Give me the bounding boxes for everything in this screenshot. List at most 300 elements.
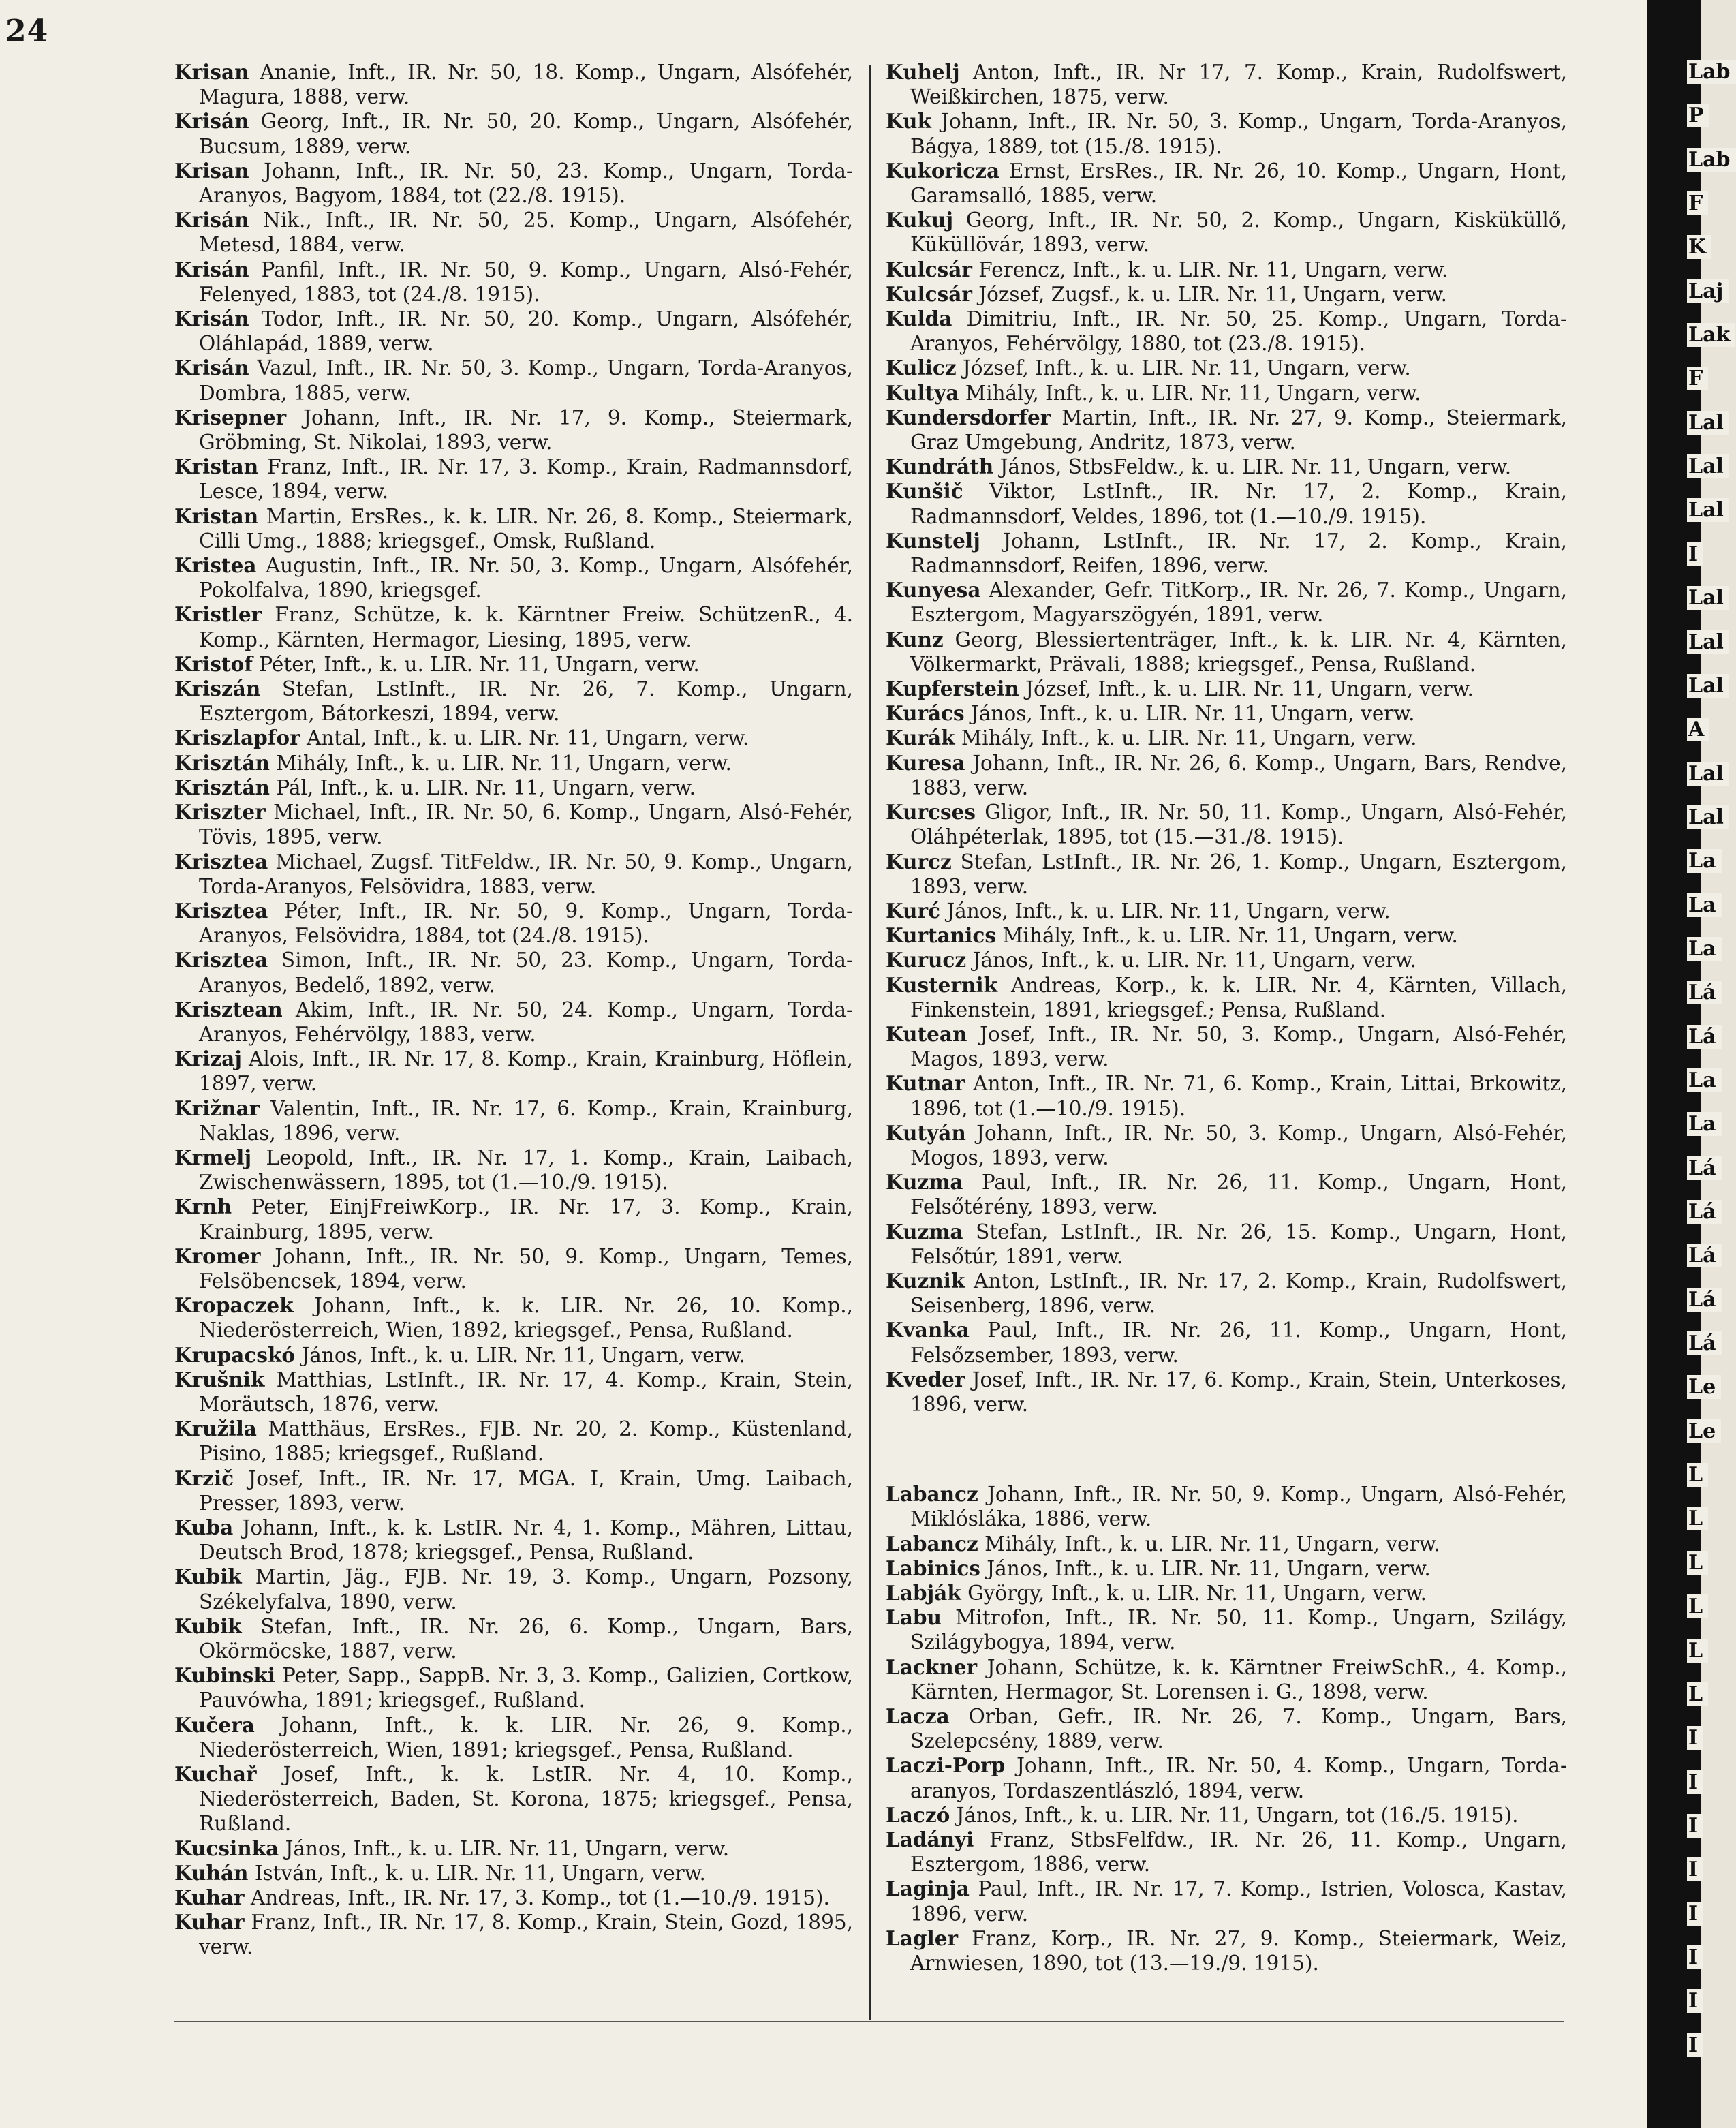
entry-details: Matthäus, ErsRes., FJB. Nr. 20, 2. Komp., Küstenland, Pisino, 1885; kriegsgef., Rußland. xyxy=(199,1417,853,1466)
entry-surname: Krisztea xyxy=(174,948,268,972)
adjacent-page-fragment: L xyxy=(1687,1463,1708,1487)
adjacent-page-fragment: Lá xyxy=(1687,1156,1722,1180)
entry-surname: Kristan xyxy=(174,504,259,528)
entry-details: Alois, Inft., IR. Nr. 17, 8. Komp., Krain, Krainburg, Höflein, 1897, verw. xyxy=(199,1047,853,1096)
bottom-rule xyxy=(174,2021,1564,2022)
entry-details: Peter, EinjFreiwKorp., IR. Nr. 17, 3. Komp., Krain, Krainburg, 1895, verw. xyxy=(199,1195,853,1244)
entry-surname: Labancz xyxy=(886,1482,978,1507)
entry-details: Franz, StbsFelfdw., IR. Nr. 26, 11. Komp., Ungarn, Esztergom, 1886, verw. xyxy=(910,1828,1567,1877)
entry xyxy=(886,1482,1567,1531)
entry-details: Johann, Inft., IR. Nr. 17, 9. Komp., Steiermark, Gröbming, St. Nikolai, 1893, verw. xyxy=(199,405,853,454)
entry-surname: Kurák xyxy=(886,726,955,750)
entry-surname: Krisán xyxy=(174,307,249,331)
entry-details: Johann, Inft., IR. Nr. 50, 3. Komp., Ungarn, Torda-Aranyos, Bágya, 1889, tot (15./8. 1915). xyxy=(910,110,1567,158)
entry xyxy=(886,454,1567,479)
adjacent-page-fragment: Lak xyxy=(1687,323,1735,347)
adjacent-page-fragment: Lá xyxy=(1687,1288,1722,1312)
entry-surname: Krnh xyxy=(174,1194,232,1219)
adjacent-page-fragment: F xyxy=(1687,191,1708,215)
entry xyxy=(886,701,1567,726)
entry-details: Anton, Inft., IR. Nr 17, 7. Komp., Krain, Rudolfswert, Weißkirchen, 1875, verw. xyxy=(910,61,1567,109)
entry-details: Michael, Inft., IR. Nr. 50, 6. Komp., Ungarn, Alsó-Fehér, Tövis, 1895, verw. xyxy=(199,801,853,849)
entry xyxy=(886,1877,1567,1926)
entry-details: János, Inft., k. u. LIR. Nr. 11, Ungarn, verw. xyxy=(940,899,1391,923)
entry-surname: Kubik xyxy=(174,1614,242,1638)
entry-surname: Kurács xyxy=(886,701,965,726)
entry-surname: Labják xyxy=(886,1580,961,1605)
entry xyxy=(886,1605,1567,1654)
entry-surname: Krisán xyxy=(174,208,249,232)
entry-details: Johann, LstInft., IR. Nr. 17, 2. Komp., Krain, Radmannsdorf, Reifen, 1896, verw. xyxy=(910,529,1567,578)
entry xyxy=(174,1293,853,1342)
entry-surname: Kristler xyxy=(174,602,262,627)
entry-surname: Krisán xyxy=(174,356,249,380)
entry-surname: Krmelj xyxy=(174,1145,252,1169)
entry-details: Antal, Inft., k. u. LIR. Nr. 11, Ungarn, verw. xyxy=(300,726,749,750)
entry-surname: Kusternik xyxy=(886,972,998,997)
entry-details: Josef, Inft., k. k. LstIR. Nr. 4, 10. Komp., Niederösterreich, Baden, St. Korona, 1875; kriegsgef., Pensa, Rußland. xyxy=(199,1763,853,1836)
entry-surname: Kundersdorfer xyxy=(886,405,1051,429)
entry-surname: Labinics xyxy=(886,1556,980,1580)
entry-surname: Kulcsár xyxy=(886,281,972,306)
entry-surname: Kurucz xyxy=(886,948,967,972)
adjacent-page-fragment: Lal xyxy=(1687,805,1729,829)
entry-details: Orban, Gefr., IR. Nr. 26, 7. Komp., Ungarn, Bars, Szelepcsény, 1889, verw. xyxy=(910,1705,1567,1753)
entry xyxy=(886,208,1567,257)
entry-details: Franz, Inft., IR. Nr. 17, 8. Komp., Krain, Stein, Gozd, 1895, verw. xyxy=(199,1911,853,1959)
entry-details: Ernst, ErsRes., IR. Nr. 26, 10. Komp., Ungarn, Hont, Garamsalló, 1885, verw. xyxy=(910,159,1567,208)
adjacent-page-fragment: L xyxy=(1687,1507,1708,1530)
entry-details: Josef, Inft., IR. Nr. 17, MGA. I, Krain, Umg. Laibach, Presser, 1893, verw. xyxy=(199,1466,853,1515)
entry-surname: Krisan xyxy=(174,158,249,183)
entry-surname: Kveder xyxy=(886,1367,965,1391)
entry xyxy=(886,1655,1567,1704)
entry xyxy=(886,800,1567,849)
entry-details: Johann, Inft., IR. Nr. 26, 6. Komp., Ungarn, Bars, Rendve, 1883, verw. xyxy=(910,751,1567,799)
entry xyxy=(174,405,853,454)
entry xyxy=(886,1581,1567,1605)
adjacent-page-fragment: La xyxy=(1687,1068,1722,1092)
entry xyxy=(174,1663,853,1712)
entry-details: József, Inft., k. u. LIR. Nr. 11, Ungarn, verw. xyxy=(956,356,1411,380)
adjacent-page-fragment: Lal xyxy=(1687,586,1729,610)
section-gap xyxy=(886,1417,1567,1482)
adjacent-page-fragment: Le xyxy=(1687,1419,1721,1443)
entry xyxy=(886,1022,1567,1071)
entry-details: Martin, Inft., IR. Nr. 27, 9. Komp., Steiermark, Graz Umgebung, Andritz, 1873, verw. xyxy=(910,405,1567,454)
entry-surname: Labancz xyxy=(886,1531,978,1556)
entry xyxy=(886,1753,1567,1802)
adjacent-page-fragment: Lal xyxy=(1687,674,1729,698)
entry xyxy=(886,1318,1567,1367)
entry-surname: Kvanka xyxy=(886,1318,970,1342)
entry-surname: Kunz xyxy=(886,627,944,651)
entry-details: Georg, Inft., IR. Nr. 50, 2. Komp., Ungarn, Kisküküllő, Küküllövár, 1893, verw. xyxy=(910,209,1567,257)
entry-details: Simon, Inft., IR. Nr. 50, 23. Komp., Ungarn, Torda-Aranyos, Bedelő, 1892, verw. xyxy=(199,949,853,997)
entry-details: György, Inft., k. u. LIR. Nr. 11, Ungarn, verw. xyxy=(961,1581,1427,1605)
entry-surname: Kristea xyxy=(174,553,257,578)
entry-details: János, Inft., k. u. LIR. Nr. 11, Ungarn, verw. xyxy=(279,1836,730,1860)
adjacent-page-fragment: Lal xyxy=(1687,762,1729,786)
entry-details: Dimitriu, Inft., IR. Nr. 50, 25. Komp., Ungarn, Torda-Aranyos, Fehérvölgy, 1880, tot (23./8. 1915). xyxy=(910,307,1567,356)
entry-details: Josef, Inft., IR. Nr. 17, 6. Komp., Krain, Stein, Unterkoses, 1896, verw. xyxy=(910,1368,1567,1416)
adjacent-page-fragment: F xyxy=(1687,367,1708,390)
entry xyxy=(174,208,853,257)
adjacent-page-fragment: I xyxy=(1687,1726,1703,1750)
entry xyxy=(174,1096,853,1145)
entry-surname: Krzič xyxy=(174,1466,234,1490)
entry-details: Viktor, LstInft., IR. Nr. 17, 2. Komp., Krain, Radmannsdorf, Veldes, 1896, tot (1.—10./9. 1915). xyxy=(910,480,1567,528)
entry xyxy=(174,1343,853,1368)
entry-details: Stefan, LstInft., IR. Nr. 26, 7. Komp., Ungarn, Esztergom, Bátorkeszi, 1894, verw. xyxy=(199,677,853,726)
adjacent-page-fragment: Lal xyxy=(1687,498,1729,522)
entry-surname: Kuzma xyxy=(886,1170,963,1194)
entry-details: Johann, Inft., k. k. LIR. Nr. 26, 9. Komp., Niederösterreich, Wien, 1891; kriegsgef., Pensa, Rußland. xyxy=(199,1713,853,1761)
entry-surname: Kučera xyxy=(174,1712,255,1737)
entry xyxy=(174,454,853,504)
entry-details: Andreas, Korp., k. k. LIR. Nr. 4, Kärnten, Villach, Finkenstein, 1891, kriegsgef.; Pensa, Rußland. xyxy=(910,973,1567,1021)
entry-surname: Kubik xyxy=(174,1564,242,1589)
entry-details: János, Inft., k. u. LIR. Nr. 11, Ungarn, tot (16./5. 1915). xyxy=(950,1803,1519,1827)
entry-surname: Križnar xyxy=(174,1096,260,1120)
entry xyxy=(886,1071,1567,1120)
entry-surname: Kriszlapfor xyxy=(174,726,300,750)
entry xyxy=(174,258,853,307)
entry-surname: Kutnar xyxy=(886,1071,965,1096)
entry xyxy=(174,1614,853,1663)
adjacent-page-strip xyxy=(1647,0,1731,2128)
entry-surname: Krisztea xyxy=(174,849,268,874)
entry xyxy=(174,775,853,800)
entry-surname: Lagler xyxy=(886,1926,959,1950)
entry-details: János, Inft., k. u. LIR. Nr. 11, Ungarn, verw. xyxy=(964,702,1415,726)
entry-details: Pál, Inft., k. u. LIR. Nr. 11, Ungarn, verw. xyxy=(269,775,696,799)
entry-surname: Kucsinka xyxy=(174,1836,279,1860)
entry-details: Anton, LstInft., IR. Nr. 17, 2. Komp., Krain, Rudolfswert, Seisenberg, 1896, verw. xyxy=(910,1269,1567,1318)
entry-surname: Kuresa xyxy=(886,750,965,775)
entry-surname: Kurtanics xyxy=(886,923,996,948)
adjacent-page-fragment: Lal xyxy=(1687,454,1729,478)
adjacent-page-fragment: L xyxy=(1687,1639,1708,1663)
entry-details: Mitrofon, Inft., IR. Nr. 50, 11. Komp., Ungarn, Szilágy, Szilágybogya, 1894, verw. xyxy=(910,1606,1567,1654)
adjacent-page-fragment: Laj xyxy=(1687,279,1729,303)
right-column xyxy=(886,60,1567,1975)
entry-surname: Kutean xyxy=(886,1021,967,1046)
adjacent-page-fragment: I xyxy=(1687,2033,1703,2057)
entry-surname: Krisán xyxy=(174,109,249,134)
adjacent-page-fragment: Lal xyxy=(1687,630,1729,654)
entry xyxy=(174,899,853,948)
l-entries xyxy=(886,1482,1567,1975)
entry-surname: Lackner xyxy=(886,1654,978,1679)
entry xyxy=(886,1220,1567,1269)
entry-surname: Kuchař xyxy=(174,1762,257,1787)
entry-details: Vazul, Inft., IR. Nr. 50, 3. Komp., Ungarn, Torda-Aranyos, Dombra, 1885, verw. xyxy=(199,356,853,405)
entry-details: Georg, Inft., IR. Nr. 50, 20. Komp., Ungarn, Alsófehér, Bucsum, 1889, verw. xyxy=(199,110,853,158)
entry-details: Matthias, LstInft., IR. Nr. 17, 4. Komp., Krain, Stein, Moräutsch, 1876, verw. xyxy=(199,1368,853,1416)
entry-surname: Kuhelj xyxy=(886,60,960,84)
entry xyxy=(886,282,1567,307)
adjacent-page-fragment: La xyxy=(1687,893,1722,917)
adjacent-page-fragment: L xyxy=(1687,1551,1708,1575)
entry xyxy=(174,504,853,553)
entry-surname: Kultya xyxy=(886,380,959,405)
entry-details: Valentin, Inft., IR. Nr. 17, 6. Komp., Krain, Krainburg, Naklas, 1896, verw. xyxy=(199,1096,853,1145)
entry xyxy=(886,109,1567,158)
adjacent-page-fragment: Lá xyxy=(1687,1025,1722,1049)
entry xyxy=(886,1926,1567,1975)
entry xyxy=(174,1515,853,1564)
entry xyxy=(886,60,1567,109)
entry-surname: Kurcz xyxy=(886,849,952,874)
entry-details: Paul, Inft., IR. Nr. 26, 11. Komp., Ungarn, Hont, Felsőzsember, 1893, verw. xyxy=(910,1319,1567,1367)
entry xyxy=(886,479,1567,528)
entry xyxy=(886,677,1567,701)
entry-surname: Krupacskó xyxy=(174,1342,296,1367)
entry-surname: Kuhar xyxy=(174,1910,245,1934)
entry-surname: Laginja xyxy=(886,1877,970,1901)
adjacent-page-fragment: Lá xyxy=(1687,1200,1722,1224)
entry-details: József, Inft., k. u. LIR. Nr. 11, Ungarn, verw. xyxy=(1019,677,1474,701)
adjacent-page-fragment: I xyxy=(1687,542,1703,566)
entry xyxy=(174,677,853,726)
entry-details: Leopold, Inft., IR. Nr. 17, 1. Komp., Krain, Laibach, Zwischenwässern, 1895, tot (1.—10./9. 1915). xyxy=(199,1145,853,1194)
entry-details: Mihály, Inft., k. u. LIR. Nr. 11, Ungarn, verw. xyxy=(959,381,1421,405)
entry-details: Johann, Inft., k. k. LIR. Nr. 26, 10. Komp., Niederösterreich, Wien, 1892, kriegsgef., Pensa, Rußland. xyxy=(199,1294,853,1342)
adjacent-page-fragment: La xyxy=(1687,849,1722,873)
entry xyxy=(174,1466,853,1515)
entry-surname: Kuzma xyxy=(886,1219,963,1244)
entry xyxy=(886,948,1567,972)
entry xyxy=(886,1704,1567,1753)
entry-details: Augustin, Inft., IR. Nr. 50, 3. Komp., Ungarn, Alsófehér, Pokolfalva, 1890, kriegsgef. xyxy=(199,554,853,602)
entry xyxy=(886,628,1567,677)
entry xyxy=(174,751,853,775)
entry-details: Alexander, Gefr. TitKorp., IR. Nr. 26, 7. Komp., Ungarn, Esztergom, Magyarszögyén, 1891, verw. xyxy=(910,579,1567,627)
entry-surname: Krisztea xyxy=(174,898,268,923)
adjacent-page-fragment: P xyxy=(1687,104,1709,127)
entry-details: Martin, Jäg., FJB. Nr. 19, 3. Komp., Ungarn, Pozsony, Székelyfalva, 1890, verw. xyxy=(199,1565,853,1614)
entry-details: Stefan, LstInft., IR. Nr. 26, 1. Komp., Ungarn, Esztergom, 1893, verw. xyxy=(910,850,1567,898)
adjacent-page-fragment: Lal xyxy=(1687,411,1729,435)
entry-details: Akim, Inft., IR. Nr. 50, 24. Komp., Ungarn, Torda-Aranyos, Fehérvölgy, 1883, verw. xyxy=(199,998,853,1046)
entry-surname: Kuhar xyxy=(174,1885,245,1910)
adjacent-page-fragment: Lá xyxy=(1687,1244,1722,1267)
entry-details: Johann, Inft., IR. Nr. 50, 4. Komp., Ungarn, Torda-aranyos, Tordaszentlászló, 1894, verw. xyxy=(910,1754,1567,1802)
entry-surname: Kubinski xyxy=(174,1663,275,1688)
adjacent-page-fragment: A xyxy=(1687,718,1709,741)
adjacent-page-fragment: Lab xyxy=(1687,60,1736,84)
adjacent-page-fragment: La xyxy=(1687,937,1722,961)
entry-surname: Krušnik xyxy=(174,1367,265,1391)
adjacent-page-fragment: I xyxy=(1687,1989,1703,2013)
entry xyxy=(886,1170,1567,1219)
entry xyxy=(174,652,853,677)
entry-surname: Kunstelj xyxy=(886,528,980,553)
entry-surname: Kulda xyxy=(886,307,952,331)
entry xyxy=(174,1861,853,1885)
entry-surname: Krisan xyxy=(174,60,249,84)
entry xyxy=(886,381,1567,405)
entry-details: Nik., Inft., IR. Nr. 50, 25. Komp., Ungarn, Alsófehér, Metesd, 1884, verw. xyxy=(199,209,853,257)
entry-details: István, Inft., k. u. LIR. Nr. 11, Ungarn, verw. xyxy=(248,1861,706,1885)
entry xyxy=(174,1047,853,1096)
entry-surname: Kulcsár xyxy=(886,257,972,281)
entry-surname: Kulicz xyxy=(886,356,957,380)
entry-surname: Laczó xyxy=(886,1802,950,1827)
entry-details: Ananie, Inft., IR. Nr. 50, 18. Komp., Ungarn, Alsófehér, Magura, 1888, verw. xyxy=(199,61,853,109)
entry xyxy=(174,1713,853,1762)
entry-details: Péter, Inft., k. u. LIR. Nr. 11, Ungarn, verw. xyxy=(253,652,700,676)
entry xyxy=(886,1556,1567,1581)
entry xyxy=(174,159,853,208)
entry xyxy=(174,553,853,602)
entry xyxy=(886,1532,1567,1556)
entry-surname: Kriszán xyxy=(174,677,261,701)
entry-details: Mihály, Inft., k. u. LIR. Nr. 11, Ungarn, verw. xyxy=(978,1532,1440,1556)
entry xyxy=(174,1836,853,1861)
entry-surname: Labu xyxy=(886,1605,942,1630)
page-number: 24 xyxy=(5,14,49,48)
entry-surname: Ladányi xyxy=(886,1828,974,1852)
entry-details: Gligor, Inft., IR. Nr. 50, 11. Komp., Ungarn, Alsó-Fehér, Oláhpéterlak, 1895, tot (15.—31./8. 1915). xyxy=(910,801,1567,849)
entry-details: Péter, Inft., IR. Nr. 50, 9. Komp., Ungarn, Torda-Aranyos, Felsövidra, 1884, tot (24./8. 1915). xyxy=(199,899,853,948)
entry-details: János, Inft., k. u. LIR. Nr. 11, Ungarn, verw. xyxy=(980,1556,1431,1580)
entry xyxy=(174,1910,853,1959)
entry-details: Josef, Inft., IR. Nr. 50, 3. Komp., Ungarn, Alsó-Fehér, Magos, 1893, verw. xyxy=(910,1022,1567,1071)
entry xyxy=(174,1194,853,1244)
entry-surname: Kunšič xyxy=(886,479,963,504)
entry-details: Franz, Korp., IR. Nr. 27, 9. Komp., Steiermark, Weiz, Arnwiesen, 1890, tot (13.—19./9. 1915). xyxy=(910,1926,1567,1975)
entry-details: Johann, Inft., IR. Nr. 50, 3. Komp., Ungarn, Alsó-Fehér, Mogos, 1893, verw. xyxy=(910,1121,1567,1169)
entry xyxy=(886,726,1567,750)
entry-details: Stefan, Inft., IR. Nr. 26, 6. Komp., Ungarn, Bars, Okörmöcske, 1887, verw. xyxy=(199,1614,853,1663)
entry xyxy=(174,800,853,849)
entry-details: Andreas, Inft., IR. Nr. 17, 3. Komp., tot (1.—10./9. 1915). xyxy=(244,1886,830,1910)
adjacent-page-fragment: La xyxy=(1687,1112,1722,1136)
entry-surname: Kristof xyxy=(174,651,253,676)
entry xyxy=(174,1417,853,1466)
entry-surname: Krizaj xyxy=(174,1047,242,1071)
entry xyxy=(886,356,1567,380)
entry-surname: Kurcses xyxy=(886,800,976,824)
entry-details: Johann, Inft., k. k. LstIR. Nr. 4, 1. Komp., Mähren, Littau, Deutsch Brod, 1878; kriegsgef., Pensa, Rußland. xyxy=(199,1515,853,1564)
column-divider xyxy=(869,65,871,2020)
entry-details: János, Inft., k. u. LIR. Nr. 11, Ungarn, verw. xyxy=(966,949,1417,972)
entry-surname: Kuba xyxy=(174,1515,234,1539)
adjacent-page-fragment: I xyxy=(1687,1902,1703,1926)
entry-details: Georg, Blessiertenträger, Inft., k. k. LIR. Nr. 4, Kärnten, Völkermarkt, Prävali, 1888; kriegsgef., Pensa, Rußland. xyxy=(910,628,1567,676)
entry-details: Anton, Inft., IR. Nr. 71, 6. Komp., Krain, Littai, Brkowitz, 1896, tot (1.—10./9. 1915). xyxy=(910,1072,1567,1120)
entry-surname: Kriszter xyxy=(174,800,266,824)
entry-surname: Kupferstein xyxy=(886,677,1019,701)
entry xyxy=(886,751,1567,800)
adjacent-page-fragment: Le xyxy=(1687,1375,1721,1399)
adjacent-page-fragment: Lá xyxy=(1687,981,1722,1004)
entry-surname: Lacza xyxy=(886,1704,950,1728)
entry-details: Mihály, Inft., k. u. LIR. Nr. 11, Ungarn, verw. xyxy=(995,924,1458,948)
adjacent-page-fragment: I xyxy=(1687,1945,1703,1969)
entry-details: Panfil, Inft., IR. Nr. 50, 9. Komp., Ungarn, Alsó-Fehér, Felenyed, 1883, tot (24./8. 1915). xyxy=(199,258,853,306)
entry-details: Michael, Zugsf. TitFeldw., IR. Nr. 50, 9. Komp., Ungarn, Torda-Aranyos, Felsövidra, 1883, verw. xyxy=(199,850,853,898)
entry xyxy=(886,1803,1567,1828)
entry xyxy=(886,899,1567,923)
entry-surname: Kukoricza xyxy=(886,158,1000,183)
entry-surname: Kropaczek xyxy=(174,1293,294,1318)
entry xyxy=(886,1269,1567,1318)
entry-surname: Kuhán xyxy=(174,1860,249,1885)
entry-details: János, StbsFeldw., k. u. LIR. Nr. 11, Ungarn, verw. xyxy=(993,455,1512,479)
entry xyxy=(174,356,853,405)
entry-surname: Kukuj xyxy=(886,208,954,232)
adjacent-page-fragment: Lá xyxy=(1687,1331,1722,1355)
entry xyxy=(886,923,1567,948)
adjacent-page-fragment: I xyxy=(1687,1770,1703,1794)
adjacent-page-fragment: L xyxy=(1687,1594,1708,1618)
entry-surname: Kutyán xyxy=(886,1120,966,1145)
entry xyxy=(174,1885,853,1910)
entry-surname: Kromer xyxy=(174,1244,261,1268)
entry-surname: Krisztán xyxy=(174,750,270,775)
entry xyxy=(886,578,1567,627)
entry xyxy=(174,850,853,899)
entry-details: Johann, Schütze, k. k. Kärntner FreiwSchR., 4. Komp., Kärnten, Hermagor, St. Lorensen i. G., 1898, verw. xyxy=(910,1655,1567,1703)
entry-surname: Kuznik xyxy=(886,1268,965,1293)
entry xyxy=(886,405,1567,454)
entry xyxy=(174,109,853,158)
entry xyxy=(174,948,853,997)
entry xyxy=(886,1121,1567,1170)
entry-surname: Laczi-Porp xyxy=(886,1753,1006,1778)
entry xyxy=(886,258,1567,282)
entry-details: Todor, Inft., IR. Nr. 50, 20. Komp., Ungarn, Alsófehér, Oláhlapád, 1889, verw. xyxy=(199,307,853,356)
entry-details: Ferencz, Inft., k. u. LIR. Nr. 11, Ungarn, verw. xyxy=(972,258,1448,281)
entry-surname: Krisán xyxy=(174,257,249,281)
entry-details: Johann, Inft., IR. Nr. 50, 23. Komp., Ungarn, Torda-Aranyos, Bagyom, 1884, tot (22./8. 1915). xyxy=(199,159,853,208)
entry-details: Johann, Inft., IR. Nr. 50, 9. Komp., Ungarn, Alsó-Fehér, Miklósláka, 1886, verw. xyxy=(910,1483,1567,1531)
entry-details: Mihály, Inft., k. u. LIR. Nr. 11, Ungarn, verw. xyxy=(955,726,1417,750)
entry xyxy=(174,1368,853,1417)
entry-details: Paul, Inft., IR. Nr. 26, 11. Komp., Ungarn, Hont, Felsőtérény, 1893, verw. xyxy=(910,1171,1567,1219)
k-entries xyxy=(886,60,1567,1417)
entry-surname: Kunyesa xyxy=(886,578,981,602)
adjacent-page-fragment: K xyxy=(1687,235,1711,259)
entry-details: Paul, Inft., IR. Nr. 17, 7. Komp., Istrien, Volosca, Kastav, 1896, verw. xyxy=(910,1877,1567,1926)
entry-details: Johann, Inft., IR. Nr. 50, 9. Komp., Ungarn, Temes, Felsöbencsek, 1894, verw. xyxy=(199,1244,853,1293)
entry xyxy=(174,1244,853,1293)
adjacent-page-fragment: I xyxy=(1687,1814,1703,1838)
entry-details: Franz, Inft., IR. Nr. 17, 3. Komp., Krain, Radmannsdorf, Lesce, 1894, verw. xyxy=(199,455,853,504)
entry-surname: Krisztean xyxy=(174,997,283,1021)
entry xyxy=(886,307,1567,356)
entry xyxy=(886,973,1567,1022)
entry xyxy=(174,60,853,109)
entry xyxy=(886,850,1567,899)
entry-details: Peter, Sapp., SappB. Nr. 3, 3. Komp., Galizien, Cortkow, Pauvówha, 1891; kriegsgef., Rußland. xyxy=(199,1664,853,1712)
entry xyxy=(174,1762,853,1836)
entry-details: János, Inft., k. u. LIR. Nr. 11, Ungarn, verw. xyxy=(295,1343,745,1367)
entry xyxy=(886,1828,1567,1877)
entry-surname: Kristan xyxy=(174,454,259,479)
entry-surname: Krisepner xyxy=(174,405,287,429)
entry xyxy=(886,1368,1567,1417)
entry-surname: Kuk xyxy=(886,109,931,134)
adjacent-page-fragment: I xyxy=(1687,1857,1703,1881)
entry xyxy=(174,1145,853,1194)
entry-surname: Kundráth xyxy=(886,454,994,479)
adjacent-page-fragment: Lab xyxy=(1687,148,1736,172)
entry-details: Franz, Schütze, k. k. Kärntner Freiw. SchützenR., 4. Komp., Kärnten, Hermagor, Liesing, 1895, verw. xyxy=(199,603,853,651)
